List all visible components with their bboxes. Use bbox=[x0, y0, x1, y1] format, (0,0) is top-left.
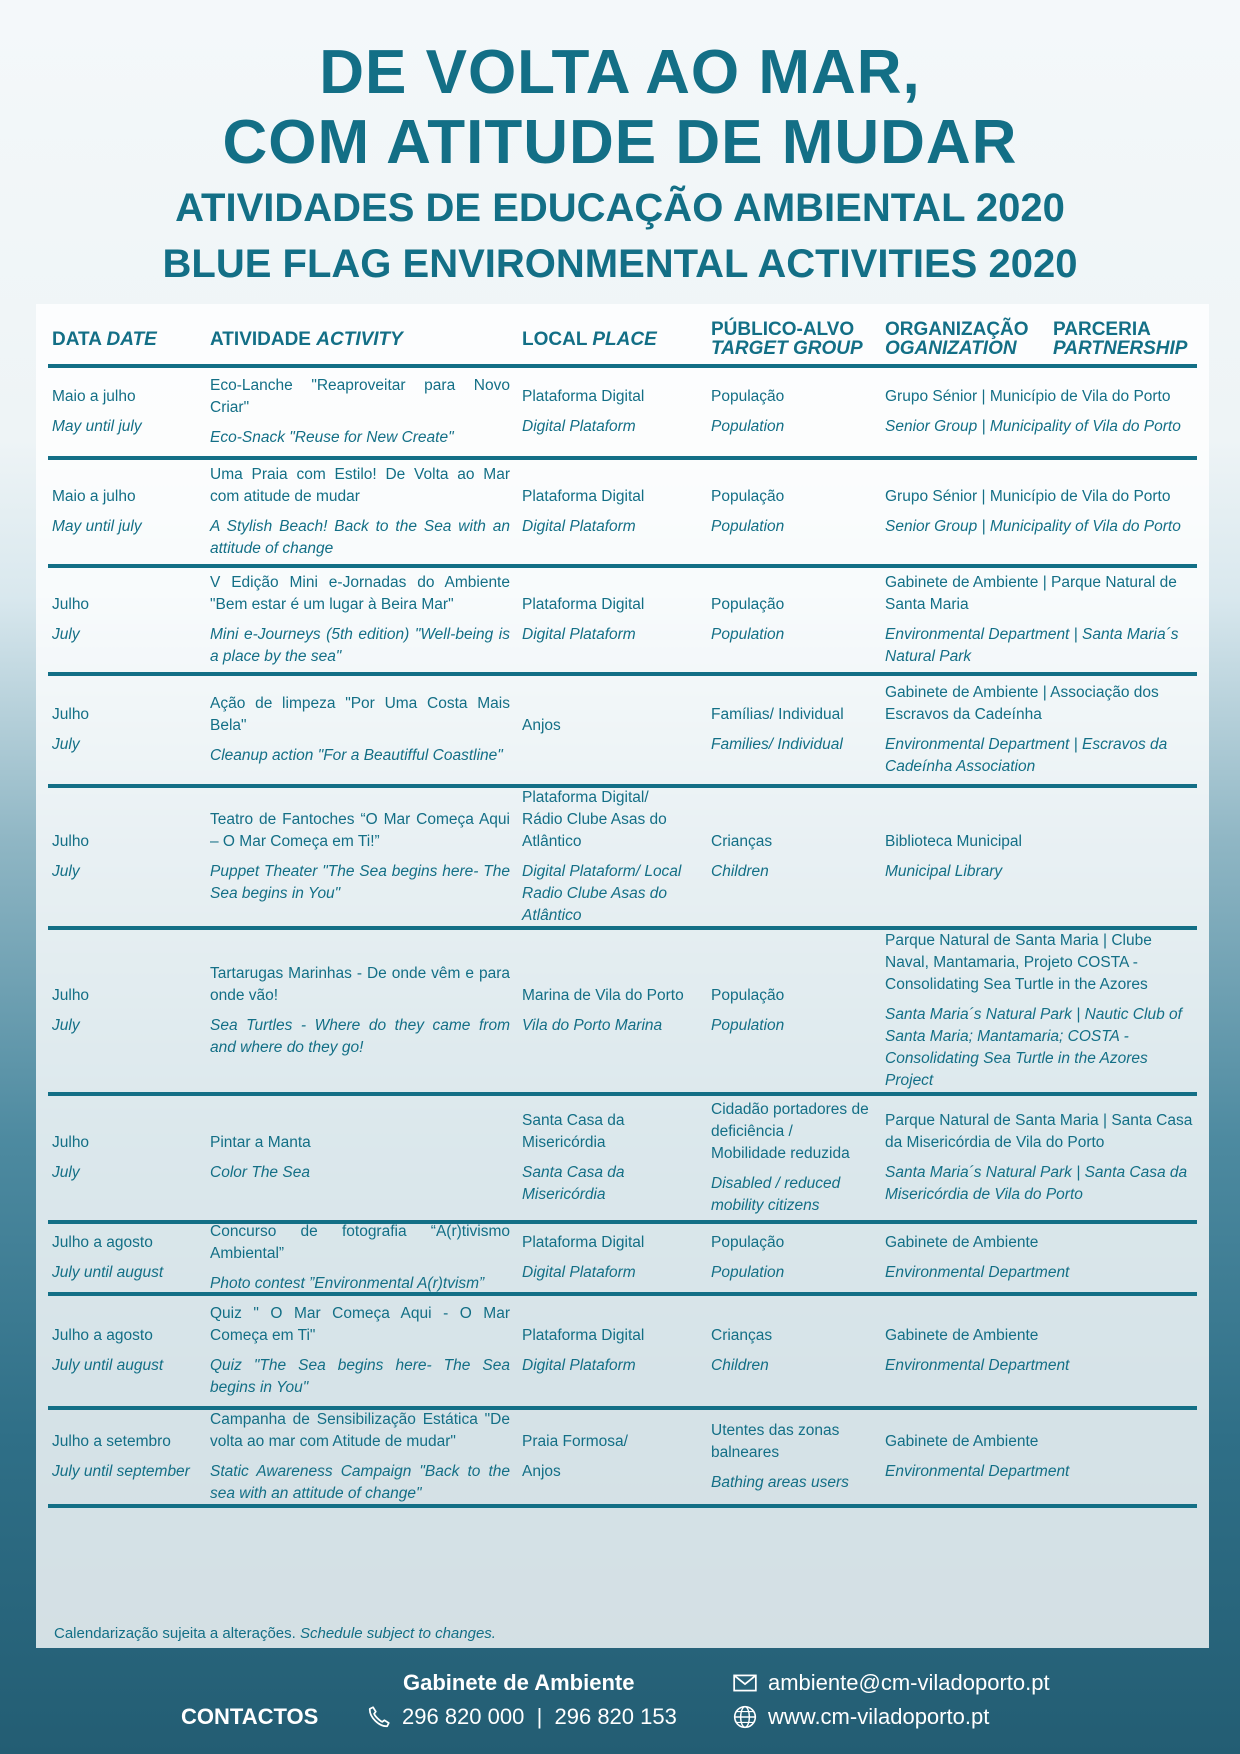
target-en: Population bbox=[711, 626, 785, 643]
date-en: July until august bbox=[52, 1264, 164, 1281]
place-en: Digital Plataform bbox=[522, 418, 636, 435]
cell-organization bbox=[885, 1296, 1195, 1406]
cell-place bbox=[522, 930, 692, 1092]
table-row bbox=[48, 368, 1197, 460]
cell-organization bbox=[885, 1096, 1195, 1220]
header-organization-en: OGANIZATION bbox=[885, 338, 1017, 359]
table-row bbox=[48, 788, 1197, 930]
globe-icon bbox=[732, 1704, 758, 1730]
header-place-en: PLACE bbox=[592, 329, 657, 350]
cell-activity bbox=[210, 368, 510, 456]
table-row bbox=[48, 1224, 1197, 1296]
date-pt: Julho bbox=[52, 833, 90, 850]
target-pt: Famílias/ Individual bbox=[711, 706, 844, 723]
cell-date bbox=[52, 1410, 202, 1504]
organization-en: Senior Group | Municipality of Vila do Porto bbox=[885, 418, 1181, 435]
header-organization bbox=[885, 320, 1029, 358]
cell-organization bbox=[885, 930, 1195, 1092]
cell-activity bbox=[210, 1096, 510, 1220]
header-date-en: DATE bbox=[106, 329, 157, 350]
organization-en: Municipal Library bbox=[885, 863, 1003, 880]
email-line bbox=[732, 1670, 1050, 1696]
activity-en: Static Awareness Campaign "Back to the sea with an attitude of change" bbox=[210, 1463, 510, 1502]
organization-en: Environmental Department bbox=[885, 1463, 1070, 1480]
mail-icon bbox=[732, 1670, 758, 1696]
table-row bbox=[48, 1410, 1197, 1508]
table-row bbox=[48, 676, 1197, 788]
header-activity bbox=[210, 330, 403, 349]
cell-activity bbox=[210, 676, 510, 784]
header-partnership-en: PARTNERSHIP bbox=[1053, 338, 1188, 359]
organization-pt: Grupo Sénior | Município de Vila do Porto bbox=[885, 488, 1171, 505]
activity-pt: Campanha de Sensibilização Estática "De volta ao mar com Atitude de mudar" bbox=[210, 1411, 510, 1450]
organization-pt: Biblioteca Municipal bbox=[885, 833, 1022, 850]
target-pt: Crianças bbox=[711, 1327, 773, 1344]
target-en: Population bbox=[711, 518, 785, 535]
header-target bbox=[711, 320, 863, 358]
header-target-pt: PÚBLICO-ALVO bbox=[711, 319, 855, 340]
organization-en: Santa Maria´s Natural Park | Santa Casa da Misericórdia de Vila do Porto bbox=[885, 1164, 1188, 1203]
activity-en: Color The Sea bbox=[210, 1164, 310, 1181]
date-en: July until august bbox=[52, 1357, 164, 1374]
header-place-pt: LOCAL bbox=[522, 329, 588, 350]
target-pt: População bbox=[711, 488, 785, 505]
place-pt: Marina de Vila do Porto bbox=[522, 987, 684, 1004]
cell-organization bbox=[885, 1410, 1195, 1504]
activity-en: A Stylish Beach! Back to the Sea with an attitude of change bbox=[210, 518, 510, 557]
organization-pt: Gabinete de Ambiente bbox=[885, 1327, 1039, 1344]
place-pt: Plataforma Digital bbox=[522, 388, 645, 405]
header-date-pt: DATA bbox=[52, 329, 102, 350]
organization-pt: Gabinete de Ambiente | Parque Natural de Santa Maria bbox=[885, 574, 1177, 613]
header-partnership bbox=[1053, 320, 1187, 358]
activity-en: Cleanup action "For a Beautifful Coastline" bbox=[210, 747, 503, 764]
place-pt: Plataforma Digital bbox=[522, 488, 645, 505]
schedule-note bbox=[54, 1625, 496, 1642]
activity-en: Photo contest ”Environmental A(r)tvism” bbox=[210, 1275, 485, 1292]
cell-date bbox=[52, 1096, 202, 1220]
email-link[interactable]: ambiente@cm-viladoporto.pt bbox=[768, 1670, 1050, 1695]
place-pt: Plataforma Digital bbox=[522, 1234, 645, 1251]
header-organization-pt: ORGANIZAÇÃO bbox=[885, 319, 1029, 340]
place-pt: Plataforma Digital bbox=[522, 1327, 645, 1344]
target-pt: População bbox=[711, 388, 785, 405]
cell-target bbox=[711, 460, 871, 564]
place-en: Santa Casa da Misericórdia bbox=[522, 1164, 625, 1203]
date-en: July bbox=[52, 1017, 80, 1034]
cell-date bbox=[52, 1296, 202, 1406]
date-en: July bbox=[52, 736, 80, 753]
cell-place bbox=[522, 1296, 692, 1406]
date-en: July bbox=[52, 626, 80, 643]
cell-date bbox=[52, 460, 202, 564]
target-en: Children bbox=[711, 1357, 769, 1374]
cell-place bbox=[522, 460, 692, 564]
cell-target bbox=[711, 568, 871, 672]
header-date bbox=[52, 330, 157, 349]
cell-place bbox=[522, 676, 692, 784]
cell-date bbox=[52, 368, 202, 456]
date-pt: Julho bbox=[52, 706, 90, 723]
activity-en: Sea Turtles - Where do they came from and where do they go! bbox=[210, 1017, 510, 1056]
date-pt: Julho bbox=[52, 987, 90, 1004]
cell-place bbox=[522, 1410, 692, 1504]
cell-target bbox=[711, 676, 871, 784]
main-title-line2: COM ATITUDE DE MUDAR bbox=[222, 108, 1018, 177]
website-line bbox=[732, 1704, 989, 1730]
phone-numbers[interactable]: 296 820 000 | 296 820 153 bbox=[402, 1704, 677, 1729]
organization-en: Senior Group | Municipality of Vila do Porto bbox=[885, 518, 1181, 535]
cell-activity bbox=[210, 1296, 510, 1406]
cell-activity bbox=[210, 460, 510, 564]
cell-activity bbox=[210, 930, 510, 1092]
organization-en: Environmental Department bbox=[885, 1357, 1070, 1374]
target-pt: População bbox=[711, 596, 785, 613]
cell-organization bbox=[885, 568, 1195, 672]
cell-place bbox=[522, 788, 692, 926]
organization-en: Santa Maria´s Natural Park | Nautic Club of Santa Maria; Mantamaria; COSTA - Consolidating Sea Turtle in the Azores Project bbox=[885, 1006, 1182, 1089]
date-pt: Julho bbox=[52, 1134, 90, 1151]
table-row bbox=[48, 568, 1197, 676]
place-en: Digital Plataform bbox=[522, 518, 636, 535]
phone-icon bbox=[366, 1704, 392, 1730]
organization-en: Environmental Department | Escravos da Cadeínha Association bbox=[885, 736, 1168, 775]
cell-organization bbox=[885, 1224, 1195, 1292]
date-en: July until september bbox=[52, 1463, 190, 1480]
cell-activity bbox=[210, 788, 510, 926]
date-en: May until july bbox=[52, 418, 142, 435]
organization-pt: Grupo Sénior | Município de Vila do Porto bbox=[885, 388, 1171, 405]
activity-en: Mini e-Journeys (5th edition) "Well-being is a place by the sea" bbox=[210, 626, 510, 665]
place-en: Vila do Porto Marina bbox=[522, 1017, 663, 1034]
activity-pt: Ação de limpeza "Por Uma Costa Mais Bela" bbox=[210, 695, 510, 734]
cell-target bbox=[711, 1410, 871, 1504]
place-pt: Plataforma Digital bbox=[522, 596, 645, 613]
note-pt: Calendarização sujeita a alterações. bbox=[54, 1625, 296, 1642]
table-row bbox=[48, 1096, 1197, 1224]
date-en: July bbox=[52, 1164, 80, 1181]
activity-pt: Quiz " O Mar Começa Aqui - O Mar Começa em Ti" bbox=[210, 1305, 510, 1344]
table-row bbox=[48, 1296, 1197, 1410]
website-link[interactable]: www.cm-viladoporto.pt bbox=[768, 1704, 990, 1729]
cell-organization bbox=[885, 368, 1195, 456]
activity-en: Puppet Theater "The Sea begins here- The Sea begins in You" bbox=[210, 863, 510, 902]
activity-en: Eco-Snack "Reuse for New Create" bbox=[210, 429, 454, 446]
target-en: Children bbox=[711, 863, 769, 880]
subtitle-en: BLUE FLAG ENVIRONMENTAL ACTIVITIES 2020 bbox=[162, 242, 1078, 286]
cell-date bbox=[52, 788, 202, 926]
activity-pt: Uma Praia com Estilo! De Volta ao Mar com atitude de mudar bbox=[210, 466, 510, 505]
organization-pt: Parque Natural de Santa Maria | Santa Casa da Misericórdia de Vila do Porto bbox=[885, 1112, 1193, 1151]
date-pt: Julho bbox=[52, 596, 90, 613]
activity-pt: Tartarugas Marinhas - De onde vêm e para onde vão! bbox=[210, 965, 510, 1004]
place-en: Digital Plataform bbox=[522, 1357, 636, 1374]
target-en: Disabled / reduced mobility citizens bbox=[711, 1175, 841, 1214]
header-activity-pt: ATIVIDADE bbox=[210, 329, 311, 350]
footer bbox=[0, 1650, 1240, 1754]
cell-date bbox=[52, 568, 202, 672]
cell-date bbox=[52, 930, 202, 1092]
target-en: Bathing areas users bbox=[711, 1474, 849, 1491]
title-block bbox=[0, 38, 1240, 290]
target-en: Population bbox=[711, 1017, 785, 1034]
cell-target bbox=[711, 788, 871, 926]
activity-pt: Teatro de Fantoches “O Mar Começa Aqui – O Mar Começa em Ti!” bbox=[210, 811, 510, 850]
organization-pt: Gabinete de Ambiente bbox=[885, 1433, 1039, 1450]
organization-pt: Gabinete de Ambiente bbox=[885, 1234, 1039, 1251]
cell-place bbox=[522, 368, 692, 456]
place-pt: Anjos bbox=[522, 717, 561, 734]
cell-target bbox=[711, 930, 871, 1092]
table-header bbox=[48, 304, 1197, 368]
cell-activity bbox=[210, 1410, 510, 1504]
contacts-label: CONTACTOS bbox=[181, 1704, 319, 1729]
cell-organization bbox=[885, 676, 1195, 784]
date-pt: Julho a setembro bbox=[52, 1433, 171, 1450]
target-pt: Cidadão portadores de deficiência / Mobilidade reduzida bbox=[711, 1101, 869, 1162]
main-title-line1: DE VOLTA AO MAR, bbox=[319, 38, 921, 107]
activity-pt: V Edição Mini e-Jornadas do Ambiente "Bem estar é um lugar à Beira Mar" bbox=[210, 574, 510, 613]
place-en: Digital Plataform bbox=[522, 626, 636, 643]
activity-pt: Pintar a Manta bbox=[210, 1134, 311, 1151]
cell-date bbox=[52, 676, 202, 784]
cell-target bbox=[711, 1096, 871, 1220]
target-pt: População bbox=[711, 1234, 785, 1251]
place-pt: Praia Formosa/ bbox=[522, 1433, 628, 1450]
date-en: May until july bbox=[52, 518, 142, 535]
activity-pt: Eco-Lanche "Reaproveitar para Novo Criar" bbox=[210, 377, 510, 416]
organization-pt: Parque Natural de Santa Maria | Clube Naval, Mantamaria, Projeto COSTA - Consolidating Sea Turtle in the Azores bbox=[885, 932, 1152, 993]
cell-target bbox=[711, 368, 871, 456]
note-en: Schedule subject to changes. bbox=[299, 1625, 496, 1642]
table-body bbox=[48, 368, 1197, 1508]
organization-en: Environmental Department | Santa Maria´s Natural Park bbox=[885, 626, 1179, 665]
date-pt: Maio a julho bbox=[52, 488, 136, 505]
cell-organization bbox=[885, 788, 1195, 926]
subtitle-pt: ATIVIDADES DE EDUCAÇÃO AMBIENTAL 2020 bbox=[175, 186, 1065, 230]
cell-date bbox=[52, 1224, 202, 1292]
office-name: Gabinete de Ambiente bbox=[403, 1670, 635, 1695]
place-pt: Santa Casa da Misericórdia bbox=[522, 1112, 625, 1151]
target-pt: Utentes das zonas balneares bbox=[711, 1422, 840, 1461]
cell-target bbox=[711, 1224, 871, 1292]
activity-pt: Concurso de fotografia “A(r)tivismo Ambiental” bbox=[210, 1223, 510, 1262]
cell-activity bbox=[210, 1224, 510, 1292]
target-pt: Crianças bbox=[711, 833, 773, 850]
place-en: Digital Plataform bbox=[522, 1264, 636, 1281]
table-row bbox=[48, 460, 1197, 568]
place-pt: Plataforma Digital/ Rádio Clube Asas do Atlântico bbox=[522, 789, 667, 850]
target-en: Population bbox=[711, 418, 785, 435]
header-place bbox=[522, 330, 657, 349]
target-en: Families/ Individual bbox=[711, 736, 843, 753]
cell-target bbox=[711, 1296, 871, 1406]
header-partnership-pt: PARCERIA bbox=[1053, 319, 1151, 340]
phone-line bbox=[366, 1704, 677, 1730]
organization-pt: Gabinete de Ambiente | Associação dos Escravos da Cadeínha bbox=[885, 684, 1159, 723]
header-target-en: TARGET GROUP bbox=[711, 338, 863, 359]
date-pt: Julho a agosto bbox=[52, 1234, 153, 1251]
header-activity-en: ACTIVITY bbox=[316, 329, 403, 350]
target-pt: População bbox=[711, 987, 785, 1004]
cell-place bbox=[522, 568, 692, 672]
date-en: July bbox=[52, 863, 80, 880]
organization-en: Environmental Department bbox=[885, 1264, 1070, 1281]
activity-en: Quiz "The Sea begins here- The Sea begins in You" bbox=[210, 1357, 510, 1396]
place-en: Digital Plataform/ Local Radio Clube Asas do Atlântico bbox=[522, 863, 682, 924]
table-row bbox=[48, 930, 1197, 1096]
cell-place bbox=[522, 1224, 692, 1292]
cell-activity bbox=[210, 568, 510, 672]
cell-place bbox=[522, 1096, 692, 1220]
place-en: Anjos bbox=[522, 1463, 561, 1480]
cell-organization bbox=[885, 460, 1195, 564]
date-pt: Julho a agosto bbox=[52, 1327, 153, 1344]
target-en: Population bbox=[711, 1264, 785, 1281]
date-pt: Maio a julho bbox=[52, 388, 136, 405]
activities-table bbox=[36, 304, 1209, 1648]
